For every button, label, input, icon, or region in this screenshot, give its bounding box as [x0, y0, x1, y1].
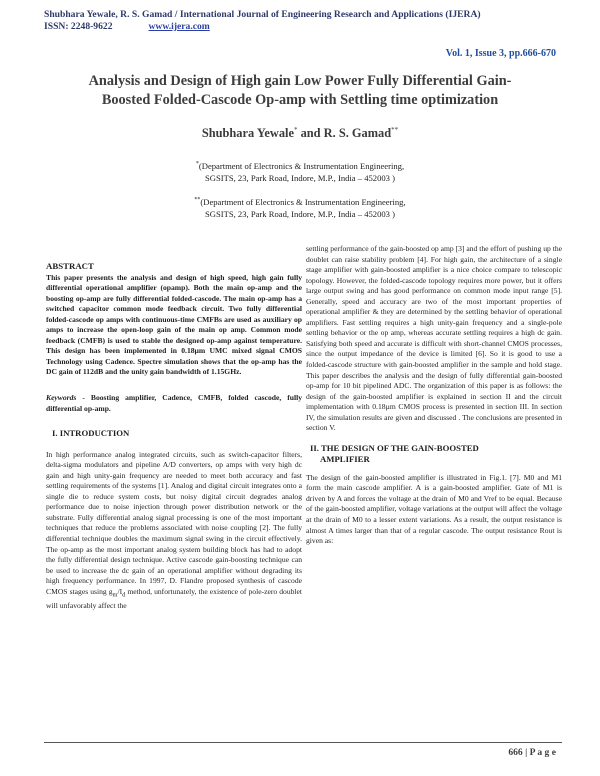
- id-subscript: d: [122, 591, 126, 599]
- affiliation-1: [140, 158, 460, 185]
- left-column: [46, 261, 302, 611]
- affiliation-1-line-1: (Department of Electronics & Instrumentation Engineering,: [198, 160, 405, 171]
- author-1-mark: *: [294, 126, 298, 134]
- issn: ISSN: 2248-9622: [44, 21, 113, 32]
- title-line-2: Boosted Folded-Cascode Op-amp with Settling time optimization: [101, 91, 499, 108]
- affiliation-1-mark: *: [195, 161, 199, 167]
- intro-slash: /I: [117, 586, 123, 596]
- section-2-heading: [310, 443, 562, 465]
- paper-title: [40, 72, 560, 109]
- journal-website-link[interactable]: www.ijera.com: [148, 21, 210, 32]
- affiliation-2-line-1: (Department of Electronics & Instrumentation Engineering,: [200, 196, 406, 207]
- volume-issue: Vol. 1, Issue 3, pp.666-670: [445, 48, 556, 59]
- keywords: [46, 393, 302, 414]
- title-line-1: Analysis and Design of High gain Low Power Fully Differential Gain-: [88, 73, 512, 89]
- page-number: 666 | P a g e: [508, 747, 556, 758]
- section-2-heading-line-2: AMPLIFIER: [320, 453, 370, 464]
- section-2-text: The design of the gain-boosted amplifier is illustrated in Fig.1. [7]. M0 and M1 form the main cascode amplifier. A is a gain-boosted amplifier. Gate of M1 is driven by A and forces the voltage at the drain of M0 and Vref to be equal. Because of the gain-boosted amplifier, voltage variations at the output will affect the voltage at the drain of M0 to a lesser extent variations. As a result, the output resistance is almost A times larger than that of a regular cascode. The output resistance Rout is given as:: [306, 472, 562, 546]
- journal-header-line: Shubhara Yewale, R. S. Gamad / International Journal of Engineering Research and Applications (IJERA): [44, 9, 481, 20]
- affiliation-2-mark: **: [194, 197, 201, 203]
- footer-divider: [44, 742, 562, 743]
- section-2-heading-line-1: II. THE DESIGN OF THE GAIN-BOOSTED: [310, 442, 479, 453]
- introduction-text: [46, 450, 302, 612]
- intro-text-part-1: In high performance analog integrated circuits, such as switch-capacitor filters, delta-sigma modulators and pipeline A/D converters, op amps with very high dc gain and high unity-gain frequency are needed to meet both accuracy and fast settling requirements of the systems [1]. Analog and digital circuit integrates onto a single die to reduce system costs, but noisy digital circuit degrades analog performance due to noise injection through power distribution network or the substrate. Fully differential analog signal processing is one of the most important techniques that reduce the problems associated with noise coupling [2]. The fully differential technique doubles the maximum signal swing in the circuit effectively. The op-amp as the most important analog system building block has had to adopt the fully differential design technique. Active cascode gain-boosting technique can be used to increase the dc gain of an operational amplifier without degrading its high frequency performance. In 1997, D. Flandre proposed synthesis of cascode CMOS stages using g: [46, 449, 302, 596]
- author-1: Shubhara Yewale: [201, 126, 294, 141]
- affiliation-2: [140, 194, 460, 221]
- section-1-heading: I. INTRODUCTION: [52, 428, 130, 439]
- affiliation-2-line-2: SGSITS, 23, Park Road, Indore, M.P., India – 452003 ): [204, 209, 395, 220]
- abstract-text: This paper presents the analysis and design of high speed, high gain fully differential operational amplifier (opamp). Both the main op-amp and the boosting op-amp are fully differential folded-cascode. The main op-amp has a switched capacitor common mode feedback circuit. Two fully differential folded-cascode op amps with continuous-time CMFBs are used as auxiliary op amps to increase the open-loop gain of the main op amp. Common mode feedback (CMFB) is used to stable the designed op-amp against temperature. This design has been implemented in 0.18µm UMC mixed signal CMOS Technology using Cadence. Spectre simulation shows that the op-amp has the DC gain of 112dB and the unity gain bandwidth of 1.15GHz.: [46, 272, 302, 377]
- right-column: [306, 244, 562, 547]
- abstract-heading: ABSTRACT: [46, 261, 94, 271]
- author-2: and R. S. Gamad: [297, 126, 392, 141]
- keywords-text: - Boosting amplifier, Cadence, CMFB, folded cascode, fully differential op-amp.: [46, 393, 302, 413]
- intro-text-part-2: method, unfortunately, the existence of pole-zero doublet will unfavorably affect the: [46, 586, 302, 610]
- journal-issn-line: [44, 21, 564, 32]
- gm-subscript: m: [112, 591, 118, 599]
- authors: [40, 126, 560, 141]
- journal-header: [44, 9, 564, 32]
- author-2-mark: **: [391, 126, 399, 134]
- keywords-label: Keywords: [46, 393, 77, 403]
- affiliation-1-line-2: SGSITS, 23, Park Road, Indore, M.P., India – 452003 ): [204, 173, 395, 184]
- introduction-continued: settling performance of the gain-boosted op amp [3] and the effort of pushing up the doublet can raise stability problem [4]. For high gain, the architecture of a single stage amplifier with gain-boosted amplifier is a nice choice compare to telescopic topology. However, the folded-cascode topology requires more power, but it offers large output swing and has good performance on common mode input range [5]. Generally, speed and accuracy are two of the most important properties of operational amplifier & they are determined by the settling behavior of operational amplifiers. Fast settling requires a high unity-gain frequency and a single-pole settling behavior or the op amp, whereas accurate settling requires a high dc gain. Satisfying both speed and accurate is difficult with short-channel CMOS processes, since the output impedance of the device is limited [6]. So it is good to use a folded-cascode structure with gain-boosted amplifier in the sample and hold stage. This paper describes the analysis and the design of fully differential gain-boosted op-amp for 10 bit pipelined ADC. The organization of this paper is as follows: the design of the gain-boosted amplifier is explained in section II and the circuit implementation with 0.18µm CMOS process is presented in section III. In section IV, the simulation results are given and discussed . The conclusions are presented in section V.: [306, 244, 562, 433]
